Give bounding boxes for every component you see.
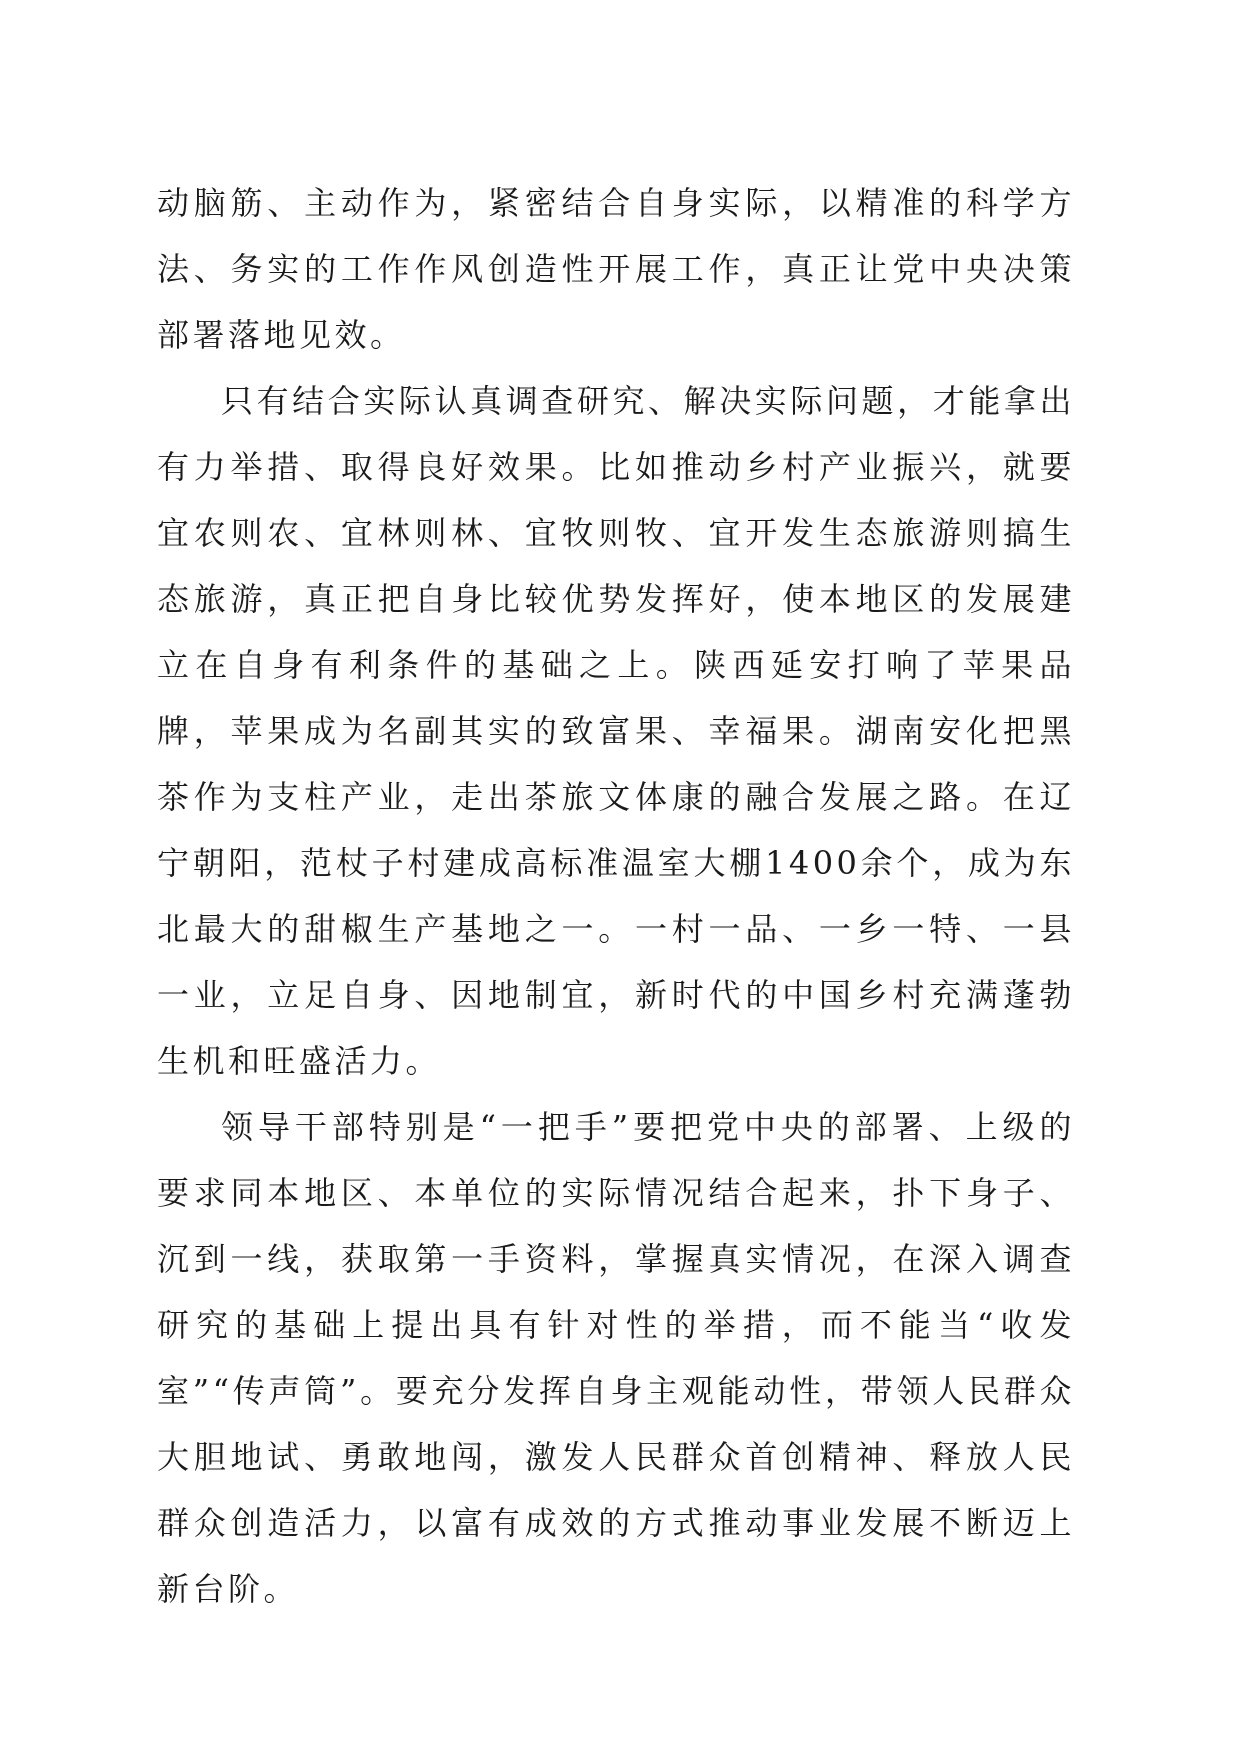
paragraph-3: 领导干部特别是“一把手”要把党中央的部署、上级的要求同本地区、本单位的实际情况结合起来，扑下身子、沉到一线，获取第一手资料，掌握真实情况，在深入调查研究的基础上提出具有针对性的举措，而不能当“收发室”“传声筒”。要充分发挥自身主观能动性，带领人民群众大胆地试、勇敢地闯，激发人民群众首创精神、释放人民群众创造活力，以富有成效的方式推动事业发展不断迈上新台阶。 (157, 1108, 1075, 1608)
paragraph-1: 动脑筋、主动作为，紧密结合自身实际，以精准的科学方法、务实的工作作风创造性开展工作，真正让党中央决策部署落地见效。 (157, 184, 1075, 354)
paragraph-2: 只有结合实际认真调查研究、解决实际问题，才能拿出有力举措、取得良好效果。比如推动乡村产业振兴，就要宜农则农、宜林则林、宜牧则牧、宜开发生态旅游则搞生态旅游，真正把自身比较优势发挥好，使本地区的发展建立在自身有利条件的基础之上。陕西延安打响了苹果品牌，苹果成为名副其实的致富果、幸福果。湖南安化把黑茶作为支柱产业，走出茶旅文体康的融合发展之路。在辽宁朝阳，范杖子村建成高标准温室大棚1400余个，成为东北最大的甜椒生产基地之一。一村一品、一乡一特、一县一业，立足自身、因地制宜，新时代的中国乡村充满蓬勃生机和旺盛活力。 (157, 382, 1075, 1080)
document-body (157, 170, 1075, 1622)
